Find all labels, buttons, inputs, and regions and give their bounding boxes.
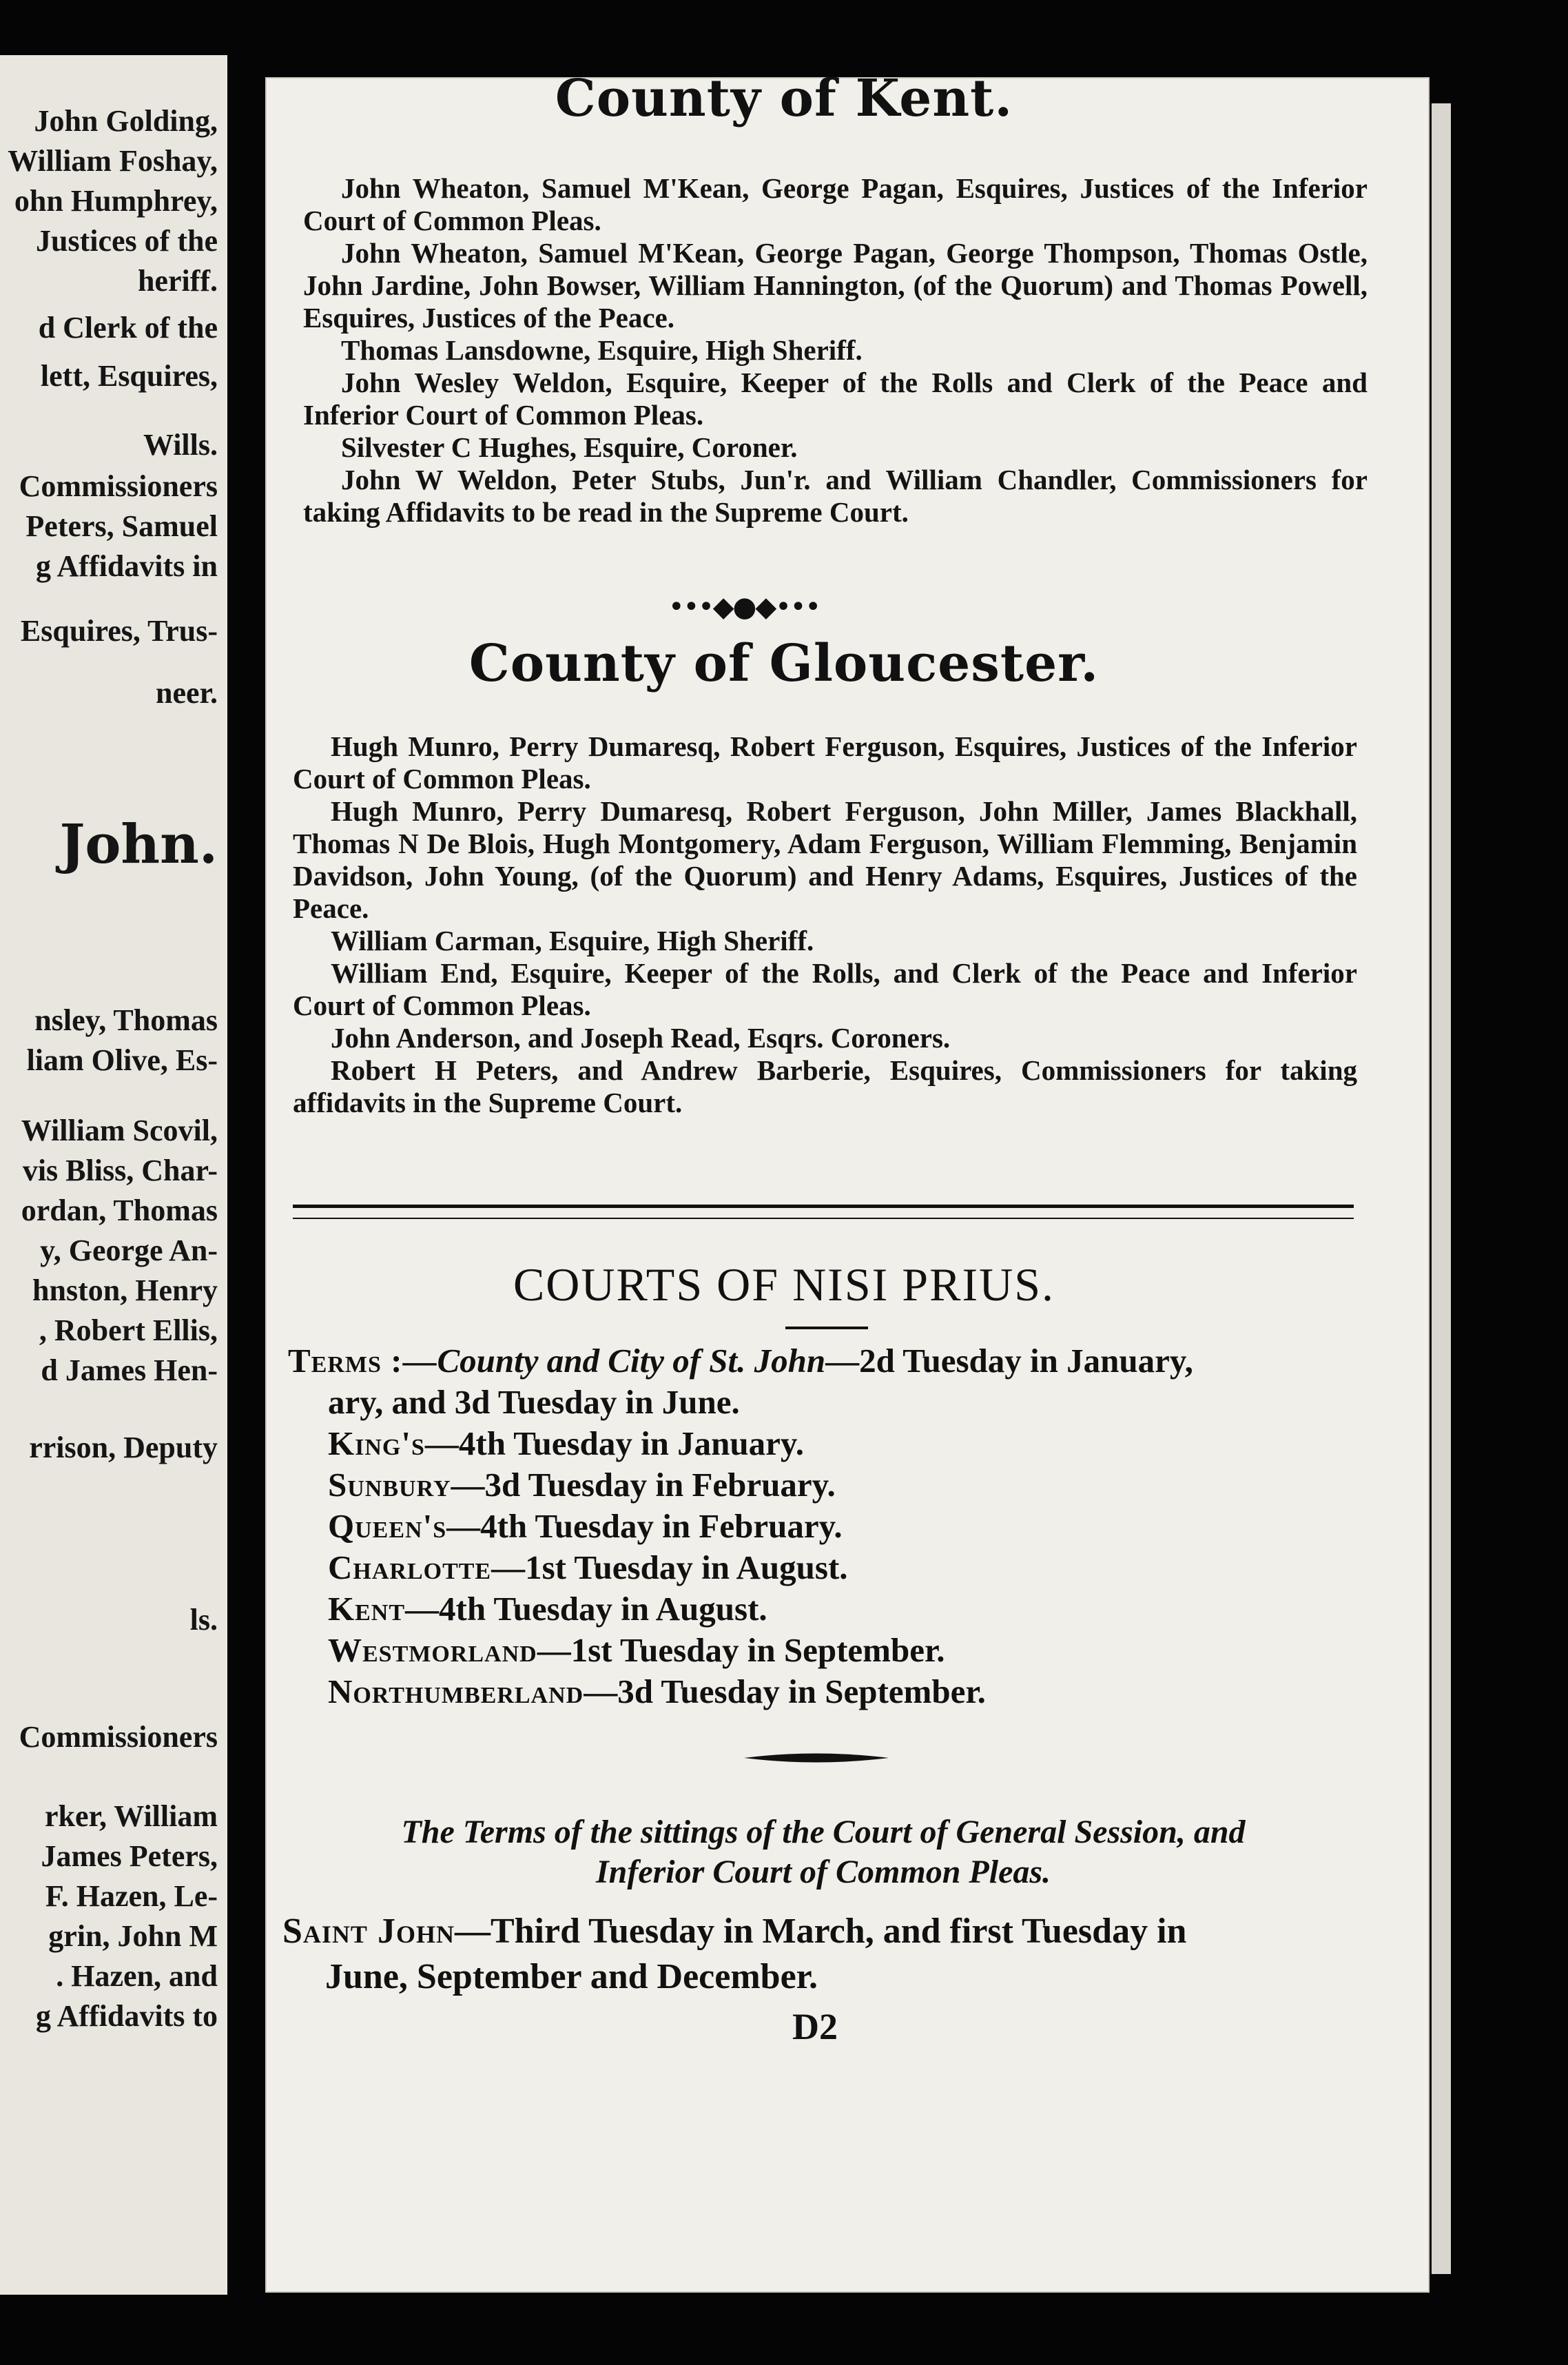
courts-heading: COURTS OF NISI PRIUS. [513,1258,1055,1311]
saint-label: Saint John [282,1912,455,1951]
swell-rule [744,1750,889,1765]
terms-line [288,1340,1349,1382]
schedule-when: —3d Tuesday in September. [584,1672,986,1710]
left-line: g Affidavits to [36,1999,218,2033]
left-line: heriff. [137,264,218,298]
left-line: d James Hen- [41,1353,218,1387]
left-line: neer. [155,676,218,710]
left-line: , Robert Ellis, [39,1313,218,1347]
schedule-when: —4th Tuesday in August. [405,1590,767,1628]
terms-section [288,1340,1349,1712]
schedule-when: —1st Tuesday in September. [537,1631,945,1669]
kent-paragraph: Silvester C Hughes, Esquire, Coroner. [341,431,798,463]
left-line: Justices of the [36,224,218,258]
left-line: g Affidavits in [35,549,218,583]
kent-paragraph: John Wheaton, Samuel M'Kean, George Pagan, Esquires, Justices of the Inferior Court of Common Pleas. [303,172,1368,236]
schedule-when: —1st Tuesday in August. [491,1548,848,1586]
left-line: ls. [189,1603,218,1637]
kent-paragraph: John Wheaton, Samuel M'Kean, George Pagan, George Thompson, Thomas Ostle, John Jardine, John Bowser, William Hannington, (of the Quorum) and Thomas Powell, Esquires, Justices of the Peace. [303,237,1368,334]
gloucester-paragraph: William Carman, Esquire, High Sheriff. [331,925,814,956]
left-line: ohn Humphrey, [14,184,218,218]
left-line: hnston, Henry [32,1273,218,1307]
gloucester-paragraph: Hugh Munro, Perry Dumaresq, Robert Ferguson, Esquires, Justices of the Inferior Court of Common Pleas. [293,730,1357,795]
left-line: William Scovil, [21,1114,218,1147]
schedule-county: Sunbury [328,1466,451,1504]
left-line: nsley, Thomas [34,1003,218,1037]
schedule-county: Charlotte [328,1548,492,1586]
left-line: lett, Esquires, [40,359,218,393]
schedule-county: Kent [328,1590,406,1628]
left-line: . Hazen, and [56,1959,218,1993]
left-line: ordan, Thomas [21,1194,218,1227]
schedule-row [288,1588,1349,1630]
saint-line [282,1909,1357,1954]
schedule-when: —3d Tuesday in February. [451,1466,836,1504]
gloucester-section [293,730,1357,1119]
schedule-when: —4th Tuesday in February. [446,1507,843,1545]
left-heading: John. [59,813,218,876]
gloucester-paragraph: John Anderson, and Joseph Read, Esqrs. Coroners. [331,1022,951,1054]
schedule-county: Westmorland [328,1631,537,1669]
left-line: Commissioners [19,1720,218,1754]
sittings-title-line: The Terms of the sittings of the Court of General Session, and [401,1814,1246,1850]
schedule-county: Queen's [328,1507,447,1545]
sittings-title-line: Inferior Court of Common Pleas. [595,1854,1051,1890]
kent-paragraph: John Wesley Weldon, Esquire, Keeper of the Rolls and Clerk of the Peace and Inferior Court of Common Pleas. [303,367,1368,431]
gloucester-paragraph: William End, Esquire, Keeper of the Rolls, and Clerk of the Peace and Inferior Court of Common Pleas. [293,957,1357,1021]
left-line: y, George An- [40,1233,218,1267]
left-line: Peters, Samuel [25,509,218,543]
short-rule [785,1327,868,1329]
left-line: rrison, Deputy [29,1431,218,1464]
terms-line-cont: ary, and 3d Tuesday in June. [328,1383,740,1421]
ornament-divider: •••◆●◆••• [668,591,820,623]
schedule-row [288,1547,1349,1588]
schedule-row [288,1630,1349,1671]
schedule-row [288,1506,1349,1547]
schedule-row [288,1671,1349,1712]
kent-paragraph: John W Weldon, Peter Stubs, Jun'r. and William Chandler, Commissioners for taking Affidavits to be read in the Supreme Court. [303,464,1368,528]
schedule-row [288,1423,1349,1464]
gloucester-heading: County of Gloucester. [468,634,1100,693]
left-line: liam Olive, Es- [26,1043,218,1077]
left-line: Wills. [143,428,218,462]
left-line: grin, John M [48,1919,218,1953]
schedule-county: King's [328,1424,425,1462]
left-line: Esquires, Trus- [20,614,218,648]
left-line: James Peters, [41,1839,218,1873]
kent-section [303,172,1368,529]
kent-paragraph: Thomas Lansdowne, Esquire, High Sheriff. [341,334,863,366]
page-edge [1432,103,1451,2274]
saint-text: —Third Tuesday in March, and first Tuesday in [454,1912,1187,1951]
schedule-row [288,1464,1349,1506]
terms-rest: —2d Tuesday in January, [825,1342,1193,1380]
double-rule [293,1205,1354,1219]
left-line: rker, William [45,1799,218,1833]
schedule-county: Northumberland [328,1672,584,1710]
sittings-title [276,1812,1371,1892]
terms-county: County and City of St. John [437,1342,826,1380]
left-line: d Clerk of the [38,311,218,345]
saint-john-sittings [282,1909,1357,2000]
gloucester-paragraph: Robert H Peters, and Andrew Barberie, Esquires, Commissioners for taking affidavits in the Supreme Court. [293,1054,1357,1118]
schedule-when: —4th Tuesday in January. [424,1424,804,1462]
left-line: F. Hazen, Le- [45,1879,218,1913]
left-line: Commissioners [19,469,218,503]
terms-label: Terms :— [288,1342,437,1380]
signature-mark: D2 [792,2006,838,2047]
gloucester-paragraph: Hugh Munro, Perry Dumaresq, Robert Ferguson, John Miller, James Blackhall, Thomas N De Blois, Hugh Montgomery, Adam Ferguson, William Flemming, Benjamin Davidson, John Young, (of the Quorum) and Henry Adams, Esquires, Justices of the Peace. [293,795,1357,924]
kent-heading: County of Kent. [555,69,1013,128]
left-line: John Golding, [34,104,218,138]
left-page-fragment [0,55,227,2295]
saint-line-cont: June, September and December. [325,1957,818,1996]
left-line: vis Bliss, Char- [22,1154,218,1187]
left-line: William Foshay, [8,144,218,178]
